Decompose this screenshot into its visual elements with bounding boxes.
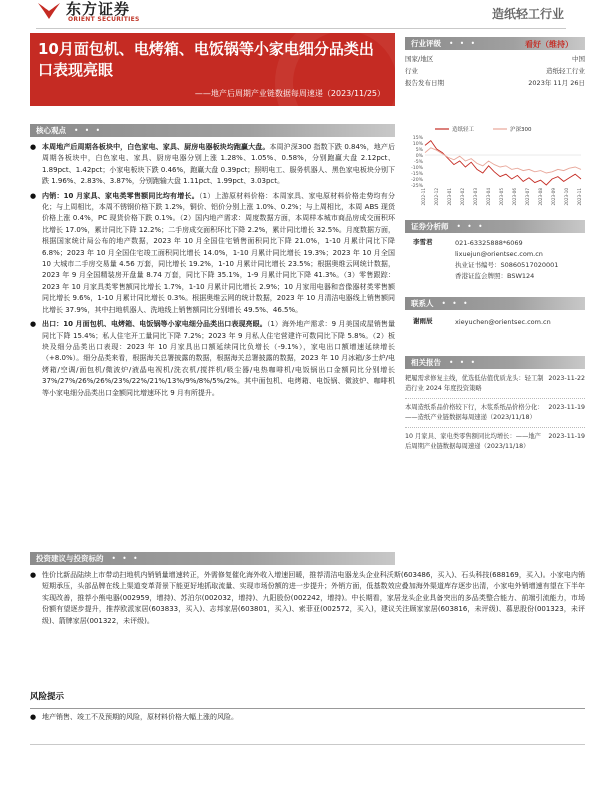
x-tick-label: 2023-11 bbox=[577, 188, 582, 206]
risk-point bbox=[30, 712, 585, 723]
y-tick-label: 10% bbox=[412, 141, 423, 147]
company-logo bbox=[36, 0, 156, 28]
title-banner bbox=[30, 33, 395, 106]
header-divider bbox=[36, 28, 566, 29]
info-row bbox=[405, 55, 585, 67]
info-row bbox=[405, 79, 585, 91]
section-title: 相关报告 bbox=[411, 358, 441, 367]
core-point bbox=[30, 142, 395, 188]
analyst-name: 李雪君 bbox=[413, 238, 433, 246]
info-key: 行业 bbox=[405, 67, 418, 75]
related-report[interactable] bbox=[405, 403, 585, 423]
legend-label: 造纸轻工 bbox=[452, 127, 475, 133]
related-report-title: 耙履需求修复主线，优选低估值优质龙头：轻工制造行业 2024 年度投资策略 bbox=[405, 375, 544, 392]
related-report[interactable] bbox=[405, 374, 585, 394]
risk-title: 风险提示 bbox=[30, 692, 65, 702]
x-tick-label: 2023-06 bbox=[512, 188, 517, 206]
section-header-related: 相关报告 • • • bbox=[405, 356, 585, 369]
x-tick-label: 2023-10 bbox=[564, 188, 569, 206]
x-tick-label: 2023-01 bbox=[447, 188, 452, 206]
risk-points bbox=[30, 712, 585, 723]
section-title: 核心观点 bbox=[36, 126, 66, 135]
info-key: 国家/地区 bbox=[405, 55, 434, 63]
page-header bbox=[0, 0, 600, 30]
core-points bbox=[30, 142, 395, 399]
section-header-invest: 投资建议与投资标的 • • • bbox=[30, 552, 395, 565]
series-line bbox=[425, 141, 581, 185]
analyst-cert: 执业证书编号：S0860517020001 bbox=[455, 261, 559, 269]
point-body: 地产销售、竣工不及预期的风险，原材料价格大幅上涨的风险。 bbox=[42, 713, 238, 721]
x-tick-label: 2023-03 bbox=[473, 188, 478, 206]
section-title: 联系人 bbox=[411, 299, 434, 308]
report-title: 10月面包机、电烤箱、电饭锅等小家电细分品类出口表现亮眼 bbox=[38, 40, 374, 79]
analyst-license: 香港证监会牌照：BSW124 bbox=[455, 272, 535, 280]
point-body: 本周沪深300 指数下跌 0.84%，地产后周期各板块中，白色家电、家具、厨房电器分别上涨 1.28%、1.05%、0.58%，分别跑赢大盘 2.12pct、1.89pct、1.42pct；小家电板块下跌 0.46%，跑赢大盘 0.39pct；照明电工、服务机器人、黑色家电板块分别下跌 1.96%、2.83%、3.87%，分别跑输大盘 1.11pct、1.99pct、3.03pct。 bbox=[42, 143, 395, 186]
point-lead: 出口：10 月面包机、电烤箱、电饭锅等小家电细分品类出口表现亮眼。 bbox=[42, 320, 267, 329]
series-line bbox=[425, 148, 581, 173]
legend-label: 沪深300 bbox=[510, 127, 532, 133]
contact-email: xieyuchen@orientsec.com.cn bbox=[455, 318, 551, 326]
info-value: 中国 bbox=[572, 55, 585, 63]
analyst-card bbox=[405, 238, 585, 288]
x-tick-label: 2023-08 bbox=[538, 188, 543, 206]
section-header-rating: 行业评级 • • • 看好（维持） bbox=[405, 37, 585, 50]
info-value: 造纸轻工行业 bbox=[546, 67, 585, 75]
core-point bbox=[30, 319, 395, 399]
section-header-core: 核心观点 • • • bbox=[30, 124, 395, 137]
performance-chart bbox=[405, 123, 585, 208]
related-report-date: 2023-11-19 bbox=[548, 404, 585, 411]
related-report-title: 10 月家具、家电类零售额同比均增长：——地产后周期产业链数据每周速递（2023/11/18） bbox=[405, 433, 541, 450]
info-row bbox=[405, 67, 585, 79]
section-header-contact: 联系人 • • • bbox=[405, 297, 585, 310]
x-tick-label: 2022-12 bbox=[434, 188, 439, 206]
related-report[interactable] bbox=[405, 432, 585, 452]
contact-name: 谢雨辰 bbox=[413, 317, 433, 325]
related-report-date: 2023-11-19 bbox=[548, 433, 585, 440]
section-title: 投资建议与投资标的 bbox=[36, 554, 104, 563]
contact-details bbox=[455, 317, 551, 328]
logo-icon bbox=[36, 1, 62, 21]
rating-info bbox=[405, 55, 585, 91]
x-tick-label: 2022-11 bbox=[421, 188, 426, 206]
y-tick-label: -20% bbox=[411, 177, 423, 183]
y-tick-label: 0% bbox=[415, 153, 423, 159]
point-body: 性价比新品陆续上市带动扫地机内销销量增速转正，外需修复催化海外收入增速回暖，推荐清洁电器龙头企业科沃斯(603486，买入)、石头科技(688169，买入)。小家电内销短期承压，头部品牌在线上渠道变革背景下能更好地抓取流量、实现市场份额的进一步提升；外销方面，低基数效应叠加海外渠道库存逐步出清，小家电外销增速有望在下半年实现改善，推荐小熊电器(002959，增持)、苏泊尔(002032，增持)、九阳股份(002242，增持)。中长期看，家居龙头企业具备突出的多品类整合能力、前端引流能力，市场份额有望逐步提升，推荐欧派家居(603833，买入)、志邦家居(603801，买入)、索菲亚(002572，买入)，建议关注顾家家居(603816，未评级)、慕思股份(001323，未评级)、箭牌家居(001322，未评级)。 bbox=[42, 571, 585, 625]
invest-points bbox=[30, 570, 585, 627]
point-lead: 内销：10 月家具、家电类零售额同比均有增长。 bbox=[42, 191, 199, 200]
y-tick-label: 5% bbox=[415, 147, 423, 153]
report-subtitle: ——地产后周期产业链数据每周速递（2023/11/25） bbox=[194, 89, 385, 98]
x-tick-label: 2023-05 bbox=[499, 188, 504, 206]
related-divider bbox=[405, 427, 585, 428]
analyst-phone: 021-63325888*6069 bbox=[455, 239, 523, 247]
analyst-details bbox=[455, 238, 558, 282]
analyst-email: lixuejun@orientsec.com.cn bbox=[455, 250, 543, 258]
y-tick-label: -10% bbox=[411, 165, 423, 171]
related-report-date: 2023-11-22 bbox=[548, 375, 585, 382]
related-report-title: 本周造纸系品价格较下行，木浆系纸品价格分化：——造纸产业链数据每周速递（2023/11/18） bbox=[405, 404, 544, 421]
section-title: 证券分析师 bbox=[411, 222, 449, 231]
logo-text-en: ORIENT SECURITIES bbox=[68, 16, 140, 23]
core-point bbox=[30, 191, 395, 316]
industry-tag: 造纸轻工行业 bbox=[491, 7, 564, 21]
related-divider bbox=[405, 398, 585, 399]
invest-point bbox=[30, 570, 585, 627]
y-tick-label: -15% bbox=[411, 171, 423, 177]
contact-card bbox=[405, 317, 585, 331]
x-tick-label: 2023-04 bbox=[486, 188, 491, 206]
info-value: 2023年 11月 26日 bbox=[528, 79, 585, 87]
section-header-analyst: 证券分析师 • • • bbox=[405, 220, 585, 233]
x-tick-label: 2023-07 bbox=[525, 188, 530, 206]
section-title: 行业评级 bbox=[411, 39, 441, 48]
x-tick-label: 2023-09 bbox=[551, 188, 556, 206]
logo-text-cn: 东方证券 bbox=[66, 0, 131, 18]
y-tick-label: -25% bbox=[411, 183, 423, 189]
footer-divider bbox=[30, 744, 585, 745]
y-tick-label: 15% bbox=[412, 135, 423, 141]
y-tick-label: -5% bbox=[414, 159, 423, 165]
related-reports bbox=[405, 374, 585, 456]
risk-divider bbox=[30, 708, 585, 709]
point-body: （1）上游原材料价格：本周家具、家电原材料价格走势均有分化；与上周相比，本周不锈钢价格下跌 1.2%，铜价、铝价分别上涨 1.0%、0.2%；与上周相比，本周 ABS 现货价格上涨 0.4%，PC 现货价格下跌 0.1%。（2）国内地产需求：周度数据方面，本周样本城市商品房成交面积环比增长 17.0%，累计同比下降 12.2%；二手房成交面积环比下降 2.2%，累计同比增长 32.5%。月度数据方面，根据国家统计局公布的地产数据，2023 年 10 月全国住宅销售面积同比下降 21.0%，1-10 月累计同比下降 6.8%；2023 年 10 月全国住宅竣工面积同比增长 14.0%，1-10 月累计同比增长 19.3%；2023 年 10 月全国 10 大城市二手房交易量 4.56 万套，同比增长 19.2%，1-10 月累计同比增长 23.5%；根据奥维云网统计数据，2023 年 9 月全国精装房开盘量 8.74 万套，同比下降 35.1%，1-9 月累计同比下降 41.3%。（3）零售跟踪：2023 年 10 月家具类零售额同比增长 1.7%，1-10 月累计同比增长 2.9%；10 月家用电器和音像器材类零售额同比增长 9.6%，1-10 月累计同比增长 0.3%。根据奥维云网的统计数据，2023 年 10 月清洁电器线上销售额同比增长 37.9%，其中扫地机器人、洗地线上销售额同比分别增长 49.5%、46.5%。 bbox=[42, 191, 395, 314]
point-lead: 本周地产后周期各板块中，白色家电、家具、厨房电器板块均跑赢大盘。 bbox=[42, 143, 270, 151]
info-key: 报告发布日期 bbox=[405, 79, 444, 87]
point-body: （1）海外地产需求：9 月美国成屋销售量同比下降 15.4%；私人住宅开工量同比下降 7.2%；2023 年 9 月私人住宅营建许可数同比下降 5.8%。（2）板块及细分品类出口表现：2023 年 10 月家具出口额延续同比负增长（-9.1%），家电出口额增速延续增长（+8.0%）。细分品类来看，根据海关总署披露的数据，根据海关总署披露的数据，2023 年 10 月冰箱/多士炉/电烤箱/空调/面包机/微波炉/液晶电视机/洗衣机/搅拌机/吸尘器/电热咖啡机/电饭锅出口金额同比分别增长 37%/27%/26%/26%/23%/22%/21%/13%/9%/8%/5%/2%。其中面包机、电烤箱、电饭锅、微波炉、咖啡机等小家电细分品类出口金额同比增速环比 9 月有所提升。 bbox=[42, 320, 395, 397]
rating-value: 看好（维持） bbox=[525, 40, 573, 49]
x-tick-label: 2023-02 bbox=[460, 188, 465, 206]
